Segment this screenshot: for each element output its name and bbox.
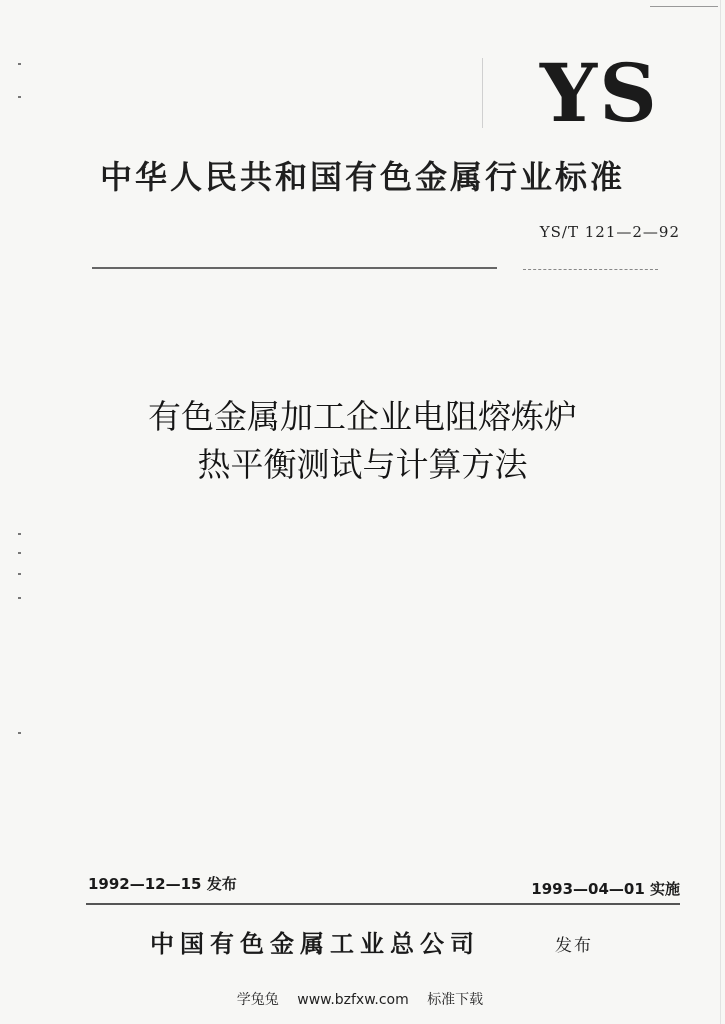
- standard-code: YS/T 121—2—92: [539, 223, 680, 241]
- publish-label: 发布: [555, 936, 593, 956]
- margin-mark: [18, 96, 21, 98]
- margin-mark: [18, 533, 21, 535]
- margin-mark: [18, 63, 21, 65]
- footer-url[interactable]: www.bzfxw.com: [297, 992, 409, 1008]
- scan-artifact-vertical: [482, 58, 483, 128]
- footer-rule: [86, 903, 680, 905]
- title-line-1: 有色金属加工企业电阻熔炼炉: [148, 397, 577, 436]
- document-title: [0, 393, 725, 489]
- issue-date: 1992—12—15 发布: [88, 875, 237, 893]
- header-rule: [92, 267, 497, 269]
- watermark-footer: [200, 990, 520, 1010]
- margin-mark: [18, 732, 21, 734]
- footer-label: 标准下载: [427, 992, 484, 1008]
- margin-mark: [18, 573, 21, 575]
- scan-edge: [720, 0, 721, 1024]
- margin-mark: [18, 597, 21, 599]
- standard-category-heading: 中华人民共和国有色金属行业标准: [100, 158, 626, 196]
- implementation-date: 1993—04—01 实施: [531, 880, 680, 898]
- margin-mark: [18, 552, 21, 554]
- header-rule-dashed: [523, 269, 658, 270]
- publisher-name: 中国有色金属工业总公司: [150, 929, 480, 958]
- scan-artifact-line: [650, 6, 718, 7]
- footer-site-name: 学兔兔: [236, 992, 279, 1008]
- ys-logo: YS: [540, 46, 659, 140]
- title-line-2: 热平衡测试与计算方法: [197, 445, 528, 484]
